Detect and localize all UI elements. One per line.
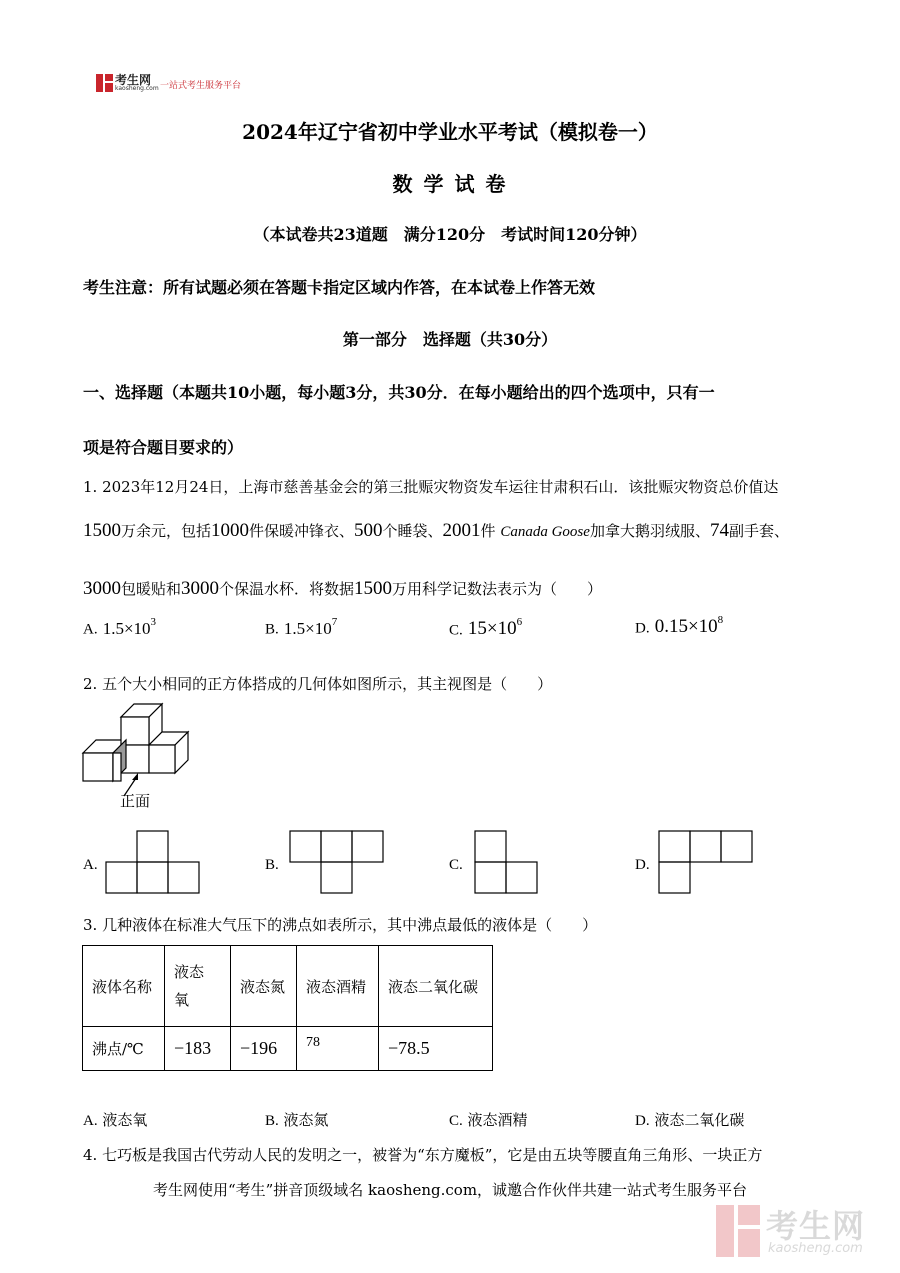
option-value: $0.15\times 10^8$ bbox=[654, 614, 724, 638]
exam-info: （本试卷共23道题 满分120分 考试时间120分钟） bbox=[253, 225, 647, 244]
q2-option-b-letter[interactable]: B. bbox=[265, 857, 279, 873]
page-footer: 考生网使用“考生”拼音顶级域名 kaosheng.com，诚邀合作伙伴共建一站式考生服务平台 bbox=[152, 1181, 748, 1199]
q1-line2 bbox=[83, 520, 789, 542]
number: 1500 bbox=[83, 520, 121, 541]
table-row bbox=[83, 1027, 493, 1071]
number: 500 bbox=[354, 520, 383, 541]
q1-line1: 1. 2023年12月24日，上海市慈善基金会的第三批赈灾物资发车运往甘肃积石山．该批赈灾物资总价值达 bbox=[83, 478, 779, 496]
table-row-label: 沸点/℃ bbox=[83, 1027, 165, 1071]
table-header-cell: 液体名称 bbox=[83, 946, 165, 1027]
q2-option-c-letter[interactable]: C. bbox=[449, 857, 463, 873]
text: 万余元，包括 bbox=[121, 522, 212, 540]
brand-name: Canada Goose bbox=[500, 524, 590, 540]
q1-option-a[interactable] bbox=[83, 618, 156, 639]
q3-option-a[interactable]: A. 液态氧 bbox=[83, 1111, 148, 1129]
exam-subtitle: 数 学 试 卷 bbox=[392, 172, 508, 196]
option-letter: A. bbox=[83, 621, 98, 638]
number: 74 bbox=[709, 520, 729, 541]
table-cell: −196 bbox=[231, 1027, 297, 1071]
q2-text: 2. 五个大小相同的正方体搭成的几何体如图所示，其主视图是（ ） bbox=[83, 675, 553, 693]
text: 加拿大鹅羽绒服、 bbox=[589, 522, 710, 540]
table-cell: −183 bbox=[165, 1027, 231, 1071]
boiling-point-table bbox=[82, 945, 493, 1071]
q1-option-b[interactable] bbox=[265, 618, 337, 639]
logo-name: 考生网 bbox=[115, 73, 152, 87]
q1-option-c[interactable] bbox=[449, 618, 522, 640]
text: 件 bbox=[480, 522, 496, 540]
watermark-mark-icon bbox=[716, 1205, 760, 1257]
text: 件保暖冲锋衣、 bbox=[249, 522, 355, 540]
number: 2001 bbox=[442, 520, 481, 541]
watermark-name: 考生网 bbox=[766, 1207, 866, 1245]
option-value: $15\times 10^6$ bbox=[467, 616, 523, 640]
option-value: $1.5\times 10^7$ bbox=[283, 616, 338, 638]
q2-option-d-letter[interactable]: D. bbox=[635, 857, 650, 873]
number: 1000 bbox=[211, 520, 250, 541]
site-logo[interactable] bbox=[96, 73, 266, 95]
option-letter: D. bbox=[635, 620, 650, 637]
table-header-cell: 液态 氧 bbox=[165, 946, 231, 1027]
table-header-cell: 液态氮 bbox=[231, 946, 297, 1027]
logo-mark-icon bbox=[96, 74, 113, 92]
exam-title: 2024年辽宁省初中学业水平考试（模拟卷一） bbox=[242, 120, 658, 144]
q3-option-b[interactable]: B. 液态氮 bbox=[265, 1111, 329, 1129]
front-label: 正面 bbox=[120, 792, 151, 810]
q2-option-c-figure[interactable] bbox=[473, 830, 545, 896]
q1-option-d[interactable] bbox=[635, 616, 723, 638]
section-instructions-line1: 一、选择题（本题共10小题，每小题3分，共30分．在每小题给出的四个选项中，只有一 bbox=[83, 383, 715, 402]
q2-option-d-figure[interactable] bbox=[657, 830, 757, 896]
text: 个睡袋、 bbox=[382, 522, 443, 540]
q3-option-c[interactable]: C. 液态酒精 bbox=[449, 1111, 528, 1129]
q2-option-b-figure[interactable] bbox=[288, 830, 388, 896]
section-instructions-line2: 项是符合题目要求的） bbox=[83, 438, 244, 457]
number: 3000 bbox=[83, 578, 121, 599]
text: 副手套、 bbox=[728, 522, 789, 540]
table-cell: −78.5 bbox=[379, 1027, 493, 1071]
q3-option-d[interactable]: D. 液态二氧化碳 bbox=[635, 1111, 745, 1129]
table-header-cell: 液态酒精 bbox=[297, 946, 379, 1027]
number: 3000 bbox=[181, 578, 220, 599]
table-cell: 78 bbox=[297, 1027, 379, 1071]
option-letter: C. bbox=[449, 622, 463, 639]
part-title: 第一部分 选择题（共30分） bbox=[342, 330, 558, 349]
text: 包暖贴和 bbox=[121, 580, 182, 598]
table-row bbox=[83, 946, 493, 1027]
logo-slogan: 一站式考生服务平台 bbox=[160, 81, 242, 91]
table-header-cell: 液态二氧化碳 bbox=[379, 946, 493, 1027]
q4-text: 4. 七巧板是我国古代劳动人民的发明之一，被誉为“东方魔板”，它是由五块等腰直角三角形、一块正方 bbox=[83, 1146, 763, 1164]
watermark-domain: kaosheng.com bbox=[768, 1241, 863, 1256]
q1-line3 bbox=[83, 578, 602, 600]
option-letter: B. bbox=[265, 621, 279, 638]
text: 万用科学记数法表示为（ ） bbox=[392, 580, 603, 598]
q2-option-a-figure[interactable] bbox=[104, 830, 204, 896]
watermark-logo bbox=[716, 1203, 886, 1263]
option-value: $1.5\times 10^3$ bbox=[102, 616, 157, 638]
q2-option-a-letter[interactable]: A. bbox=[83, 857, 98, 873]
text: 个保温水杯．将数据 bbox=[219, 580, 355, 598]
exam-notice: 考生注意：所有试题必须在答题卡指定区域内作答，在本试卷上作答无效 bbox=[83, 278, 596, 297]
number: 1500 bbox=[354, 578, 393, 599]
logo-domain: kaosheng.com bbox=[115, 85, 159, 92]
q3-text: 3. 几种液体在标准大气压下的沸点如表所示，其中沸点最低的液体是（ ） bbox=[83, 916, 598, 934]
